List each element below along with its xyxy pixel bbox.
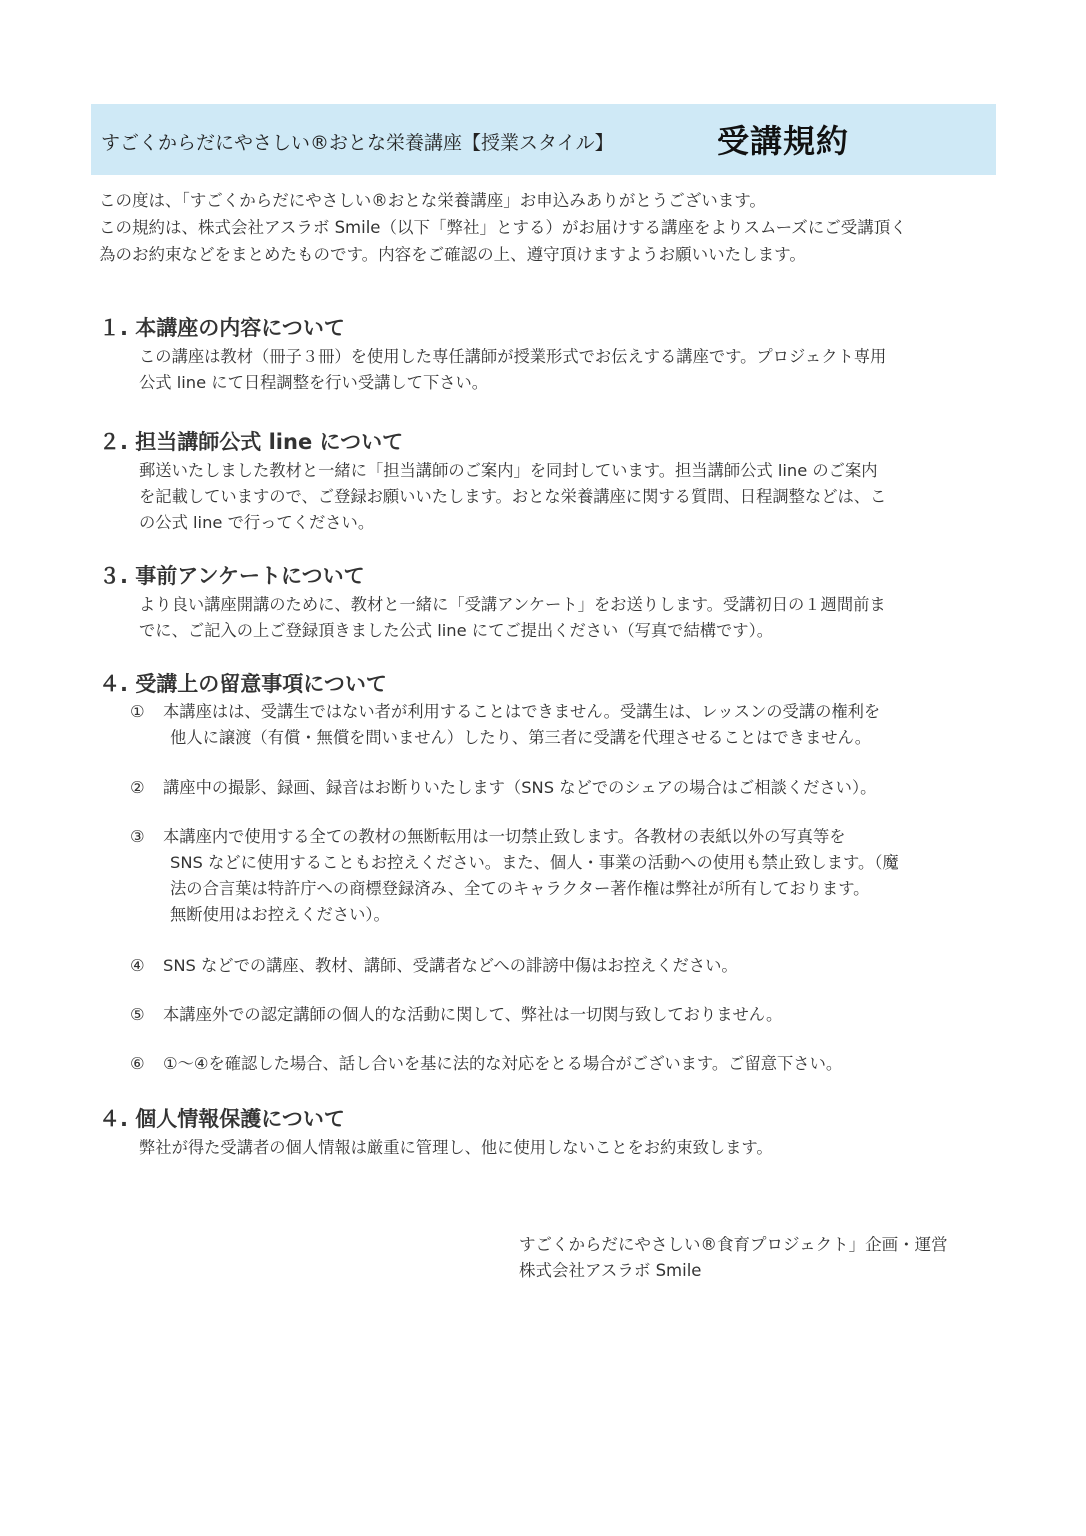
section-line: より良い講座開講のために、教材と一緒に「受講アンケート」をお送りします。受講初日の１週間前ま	[139, 595, 886, 614]
list-item	[130, 1002, 990, 1028]
section-course-content	[99, 314, 994, 396]
item-line: 無断使用はお控えください）。	[170, 905, 390, 924]
item-number: ③	[130, 827, 145, 846]
section-body	[139, 344, 994, 396]
item-line: SNS などでの講座、教材、講師、受講者などへの誹謗中傷はお控えください。	[163, 956, 738, 975]
footer-company-line: 株式会社アスラボ Smile	[519, 1261, 702, 1280]
item-line: 講座中の撮影、録画、録音はお断りいたします（SNS などでのシェアの場合はご相談ください）。	[163, 778, 877, 797]
section-pre-survey	[99, 562, 994, 644]
intro-line: この規約は、株式会社アスラボ Smile（以下「弊社」とする）がお届けする講座をよりスムーズにご受講頂く	[99, 218, 907, 237]
list-item	[130, 953, 990, 979]
section-body	[139, 458, 994, 536]
item-line: SNS などに使用することもお控えください。また、個人・事業の活動への使用も禁止致します。（魔	[170, 853, 899, 872]
footer-project-line: すごくからだにやさしい®食育プロジェクト」企画・運営	[519, 1235, 948, 1254]
intro-paragraph	[99, 187, 989, 268]
item-number: ②	[130, 778, 145, 797]
item-number: ①	[130, 702, 145, 721]
section-line: 弊社が得た受講者の個人情報は厳重に管理し、他に使用しないことをお約束致します。	[139, 1138, 773, 1157]
section-heading: ４. 個人情報保護について	[99, 1107, 345, 1131]
section-line: 公式 line にて日程調整を行い受講して下さい。	[139, 373, 489, 392]
intro-line: 為のお約束などをまとめたものです。内容をご確認の上、遵守頂けますようお願いいたします。	[99, 245, 806, 264]
issuer-signature	[519, 1232, 989, 1284]
section-body	[139, 592, 994, 644]
section-instructor-line	[99, 428, 994, 536]
document-title: 受講規約	[717, 122, 850, 160]
section-notes	[99, 670, 994, 698]
item-number: ⑥	[130, 1054, 145, 1073]
item-line: 他人に譲渡（有償・無償を問いません）したり、第三者に受講を代理させることはできません。	[170, 728, 872, 747]
item-line: ①～④を確認した場合、話し合いを基に法的な対応をとる場合がございます。ご留意下さい。	[163, 1054, 843, 1073]
item-line: 法の合言葉は特許庁への商標登録済み、全てのキャラクター著作権は弊社が所有しております。	[170, 879, 870, 898]
section-line: を記載していますので、ご登録お願いいたします。おとな栄養講座に関する質問、日程調整などは、こ	[139, 487, 887, 506]
section-line: の公式 line で行ってください。	[139, 513, 375, 532]
document-subtitle: すごくからだにやさしい®おとな栄養講座【授業スタイル】	[101, 132, 614, 154]
item-number: ④	[130, 956, 145, 975]
section-line: この講座は教材（冊子３冊）を使用した専任講師が授業形式でお伝えする講座です。プロジェクト専用	[139, 347, 887, 366]
title-banner	[91, 104, 996, 175]
section-heading: １. 本講座の内容について	[99, 316, 345, 340]
item-number: ⑤	[130, 1005, 145, 1024]
section-line: 郵送いたしました教材と一緒に「担当講師のご案内」を同封しています。担当講師公式 line のご案内	[139, 461, 878, 480]
intro-line: この度は、「すごくからだにやさしい®おとな栄養講座」お申込みありがとうございます。	[99, 191, 766, 210]
item-line: 本講座内で使用する全ての教材の無断転用は一切禁止致します。各教材の表紙以外の写真等を	[163, 827, 846, 846]
section-privacy	[99, 1105, 994, 1161]
section-heading: ２. 担当講師公式 line について	[99, 430, 404, 454]
item-line: 本講座はは、受講生ではない者が利用することはできません。受講生は、レッスンの受講の権利を	[163, 702, 881, 721]
section-body	[139, 1135, 994, 1161]
list-item	[130, 775, 990, 801]
section-heading: ３. 事前アンケートについて	[99, 564, 365, 588]
section-line: でに、ご記入の上ご登録頂きました公式 line にてご提出ください（写真で結構です）。	[139, 621, 773, 640]
item-line: 本講座外での認定講師の個人的な活動に関して、弊社は一切関与致しておりません。	[163, 1005, 783, 1024]
list-item	[130, 1051, 990, 1077]
list-item	[130, 824, 990, 928]
list-item	[130, 699, 990, 751]
section-heading: ４. 受講上の留意事項について	[99, 672, 387, 696]
